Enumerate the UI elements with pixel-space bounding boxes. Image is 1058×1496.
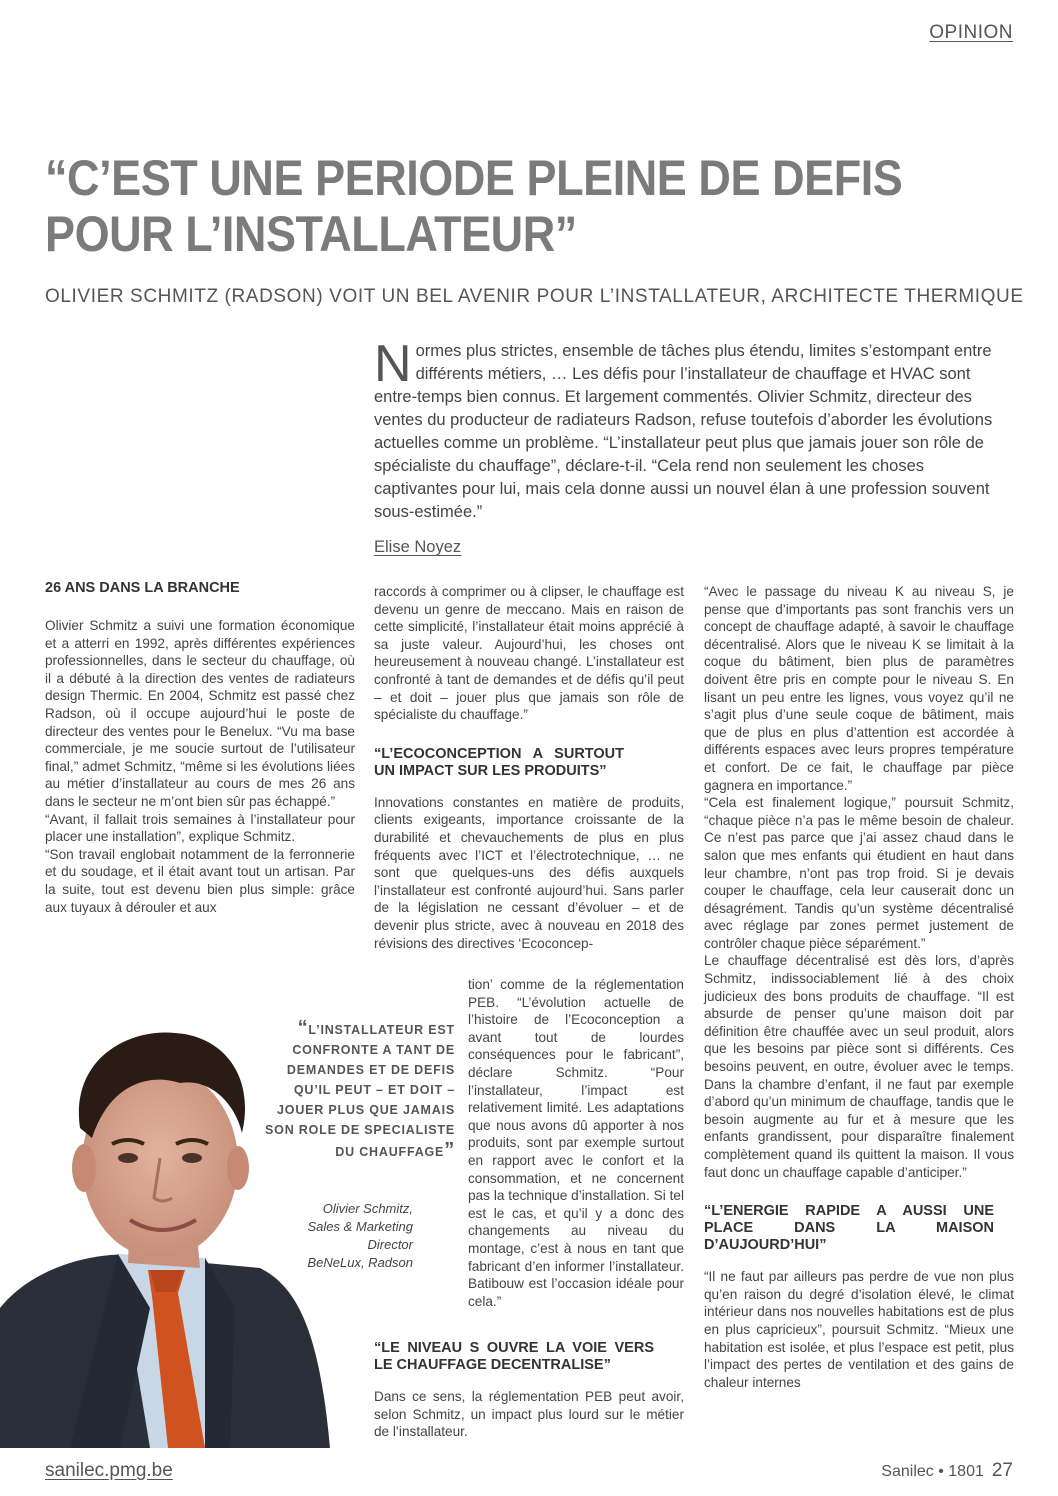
website-link[interactable]: sanilec.pmg.be [45, 1460, 173, 1481]
page-number: 27 [991, 1460, 1013, 1481]
paragraph: “Son travail englobait notamment de la ferronnerie et du soudage, et il était avant tout un artisan. Par la suite, tout est devenu bien plus simple: grâce aux tuyaux à dérouler et aux [45, 846, 355, 915]
paragraph: Dans ce sens, la réglementation PEB peut avoir, selon Schmitz, un impact plus lourd sur le métier de l’installateur. [374, 1389, 684, 1440]
paragraph: “Avec le passage du niveau K au niveau S, je pense que d’importants pas sont franchis vers un concept de chauffage adapté, à savoir le chauffage décentralisé. Alors que le niveau K se limitait à la coque du bâtiment, bien plus de paramètres doivent être pris en compte pour le niveau S. En lisant un peu entre les lignes, vous voyez qu’il ne s’agit plus d’une seule coque de bâtiment, mais que de plus en plus d’attention est accordée à différents espaces avec leurs propres température et confort. De ce fait, le chauffage par pièce gagnera en importance.” [704, 584, 1014, 793]
paragraph: “Il ne faut par ailleurs pas perdre de vue non plus qu’en raison du degré d’isolation élevé, le climat intérieur dans nos nouvelles habitations est de plus en plus capricieux”, poursuit Schmitz. “Mieux une habitation est isolée, et plus l’espace est petit, plus l’impact des pertes de ventilation et des gains de chaleur internes [704, 1269, 1014, 1390]
open-quote-mark: “ [297, 1017, 309, 1039]
column-2 [374, 583, 684, 952]
title-line-1: “C’EST UNE PERIODE PLEINE DE DEFIS [45, 150, 903, 206]
article-subtitle: OLIVIER SCHMITZ (RADSON) VOIT UN BEL AVENIR POUR L’INSTALLATEUR, ARCHITECTE THERMIQUE [45, 286, 1024, 307]
column-1 [45, 580, 355, 916]
column-2-wrap [468, 976, 684, 1310]
paragraph: “Cela est finalement logique,” poursuit Schmitz, “chaque pièce n’a pas le même besoin de chaleur. Ce n’est pas parce que j’ai assez chaud dans le salon que mes enfants qui étudient en haut dans leur chambre, n’ont pas trop froid. Si je devais couper le chauffage, cela leur causerait donc un désagrément. Tandis qu’un système décentralisé avec réglage par zones permet justement de contrôler chaque pièce séparément.” [704, 795, 1014, 951]
paragraph: Innovations constantes en matière de produits, clients exigeants, importance croissante de la durabilité et chevauchements de plus en plus fréquents avec l’ICT et l’électrotechnique, … ne sont que quelques-uns des défis auxquels l’installateur est confronté aujourd’hui. Sans parler de la législation ne cessant d’évoluer – et de devenir plus stricte, avec à nouveau en 2018 des révisions des directives ‘Ecoconcep- [374, 794, 684, 951]
footer-issue [881, 1460, 1013, 1482]
section-heading: “L’ECOCONCEPTION A SURTOUT UN IMPACT SUR LES PRODUITS” [374, 745, 624, 779]
caption-role: Sales & Marketing Director [307, 1219, 413, 1252]
quote-caption [265, 1200, 413, 1272]
paragraph: tion’ comme de la réglementation PEB. “L’évolution actuelle de l’histoire de l’Ecoconception a avant tout de lourdes conséquences pour le fabricant”, déclare Schmitz. “Pour l’installateur, l’impact est relativement limité. Les adaptations que nous avons dû apporter à nos produits, sont par exemple surtout en rapport avec le confort et la consommation, et ne concernent pas la technique d’installation. Si tel est le cas, et qu’il y a donc des changements au niveau du montage, c’est à nous en tant que fabricant d’en informer l’installateur. Batibouw est l’occasion idéale pour cela.” [468, 977, 684, 1309]
paragraph: Le chauffage décentralisé est dès lors, d’après Schmitz, indissociablement lié à des choix judicieux des bons produits de chauffage. “Il est absurde de penser qu’une maison doit par définition être chauffée avec un seul produit, alors que les besoins par pièce sont si différents. Ces besoins peuvent, en outre, évoluer avec le temps. Dans la chambre d’enfant, il ne faut par exemple d’abord qu’un minimum de chauffage, tandis que le besoin augmente au fur et à mesure que les enfants grandissent, pour disparaître finalement complètement quand ils quittent la maison. Il vous faut donc un chauffage capable d’anticiper.” [704, 953, 1014, 1180]
article-title [45, 150, 909, 262]
paragraph: Olivier Schmitz a suivi une formation économique et a atterri en 1992, après différentes expériences professionnelles, dans le secteur du chauffage, où il a débuté à la direction des ventes de radiateurs design Thermic. En 2004, Schmitz est passé chez Radson, où il occupe aujourd’hui le poste de directeur des ventes pour le Benelux. “Vu ma base commerciale, je me soucie surtout de l’utilisateur final,” admet Schmitz, “même si les évolutions liées au métier d’installateur au cours de mes 26 ans dans le secteur ne m’ont bien sûr pas échappé.” [45, 618, 355, 809]
column-2-end [374, 1340, 684, 1441]
paragraph: “Avant, il fallait trois semaines à l’installateur pour placer une installation”, explique Schmitz. [45, 811, 355, 845]
pull-quote-text: L’INSTALLATEUR EST CONFRONTE A TANT DE DEMANDES ET DE DEFIS QU’IL PEUT – ET DOIT – JOUER PLUS QUE JAMAIS SON ROLE DE SPECIALISTE DU CHAUFFAGE [265, 1023, 455, 1159]
drop-cap: N [374, 335, 412, 393]
section-label: OPINION [929, 22, 1013, 43]
section-heading: “LE NIVEAU S OUVRE LA VOIE VERS LE CHAUFFAGE DECENTRALISE” [374, 1340, 654, 1373]
magazine-issue: Sanilec • 1801 [881, 1463, 984, 1480]
column-3 [704, 583, 1014, 1391]
author-byline: Elise Noyez [374, 538, 462, 556]
caption-name: Olivier Schmitz, [322, 1201, 413, 1216]
paragraph: raccords à comprimer ou à clipser, le chauffage est devenu un genre de meccano. Mais en raison de cette simplicité, l’installateur était moins apprécié à sa juste valeur. Aujourd’hui, les choses ont heureusement à nouveau changé. L’installateur est confronté à tant de demandes et de défis qu’il peut – et doit – jouer plus que jamais son rôle de spécialiste du chauffage.” [374, 584, 684, 723]
article-intro [374, 335, 1012, 524]
close-quote-mark: ” [444, 1139, 455, 1161]
intro-text: ormes plus strictes, ensemble de tâches plus étendu, limites s’estompant entre différents métiers, … Les défis pour l’installateur de chauffage et HVAC sont entre-temps bien connus. Et largement commentés. Olivier Schmitz, directeur des ventes du producteur de radiateurs Radson, refuse toutefois d’aborder les évolutions actuelles comme un problème. “L’installateur peut plus que jamais jouer son rôle de spécialiste du chauffage”, déclare-t-il. “Cela rend non seulement les choses captivantes pour lui, mais cela donne aussi un nouvel élan à une profession souvent sous-estimée.” [374, 342, 993, 521]
title-line-2: POUR L’INSTALLATEUR” [45, 206, 577, 262]
section-heading: 26 ANS DANS LA BRANCHE [45, 580, 240, 596]
section-heading: “L’ENERGIE RAPIDE A AUSSI UNE PLACE DANS LA MAISON D’AUJOURD’HUI” [704, 1203, 994, 1254]
caption-company: BeNeLux, Radson [307, 1255, 413, 1270]
pull-quote [265, 1018, 455, 1162]
